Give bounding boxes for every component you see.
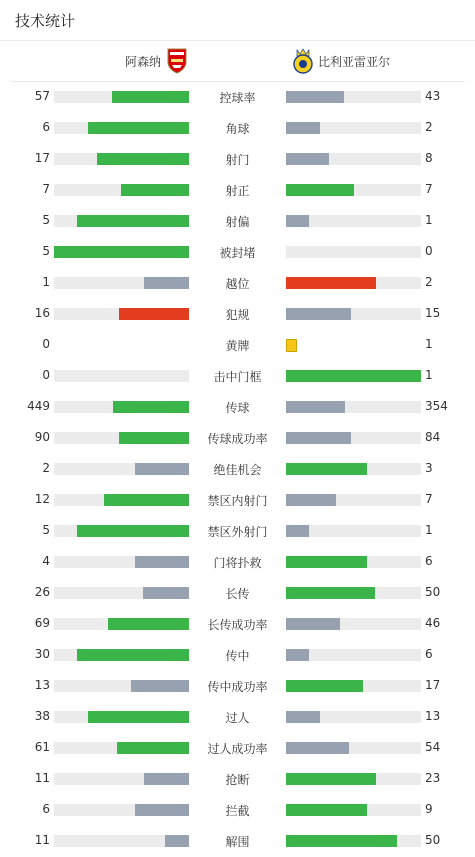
- home-bar-track: [54, 184, 189, 196]
- stat-row: [0, 577, 475, 608]
- home-value: 6: [42, 120, 50, 134]
- stat-row: [0, 112, 475, 143]
- stat-row: [0, 670, 475, 701]
- home-bar-fill: [144, 773, 189, 785]
- home-bar-track: [54, 649, 189, 661]
- home-bar-track: [54, 835, 189, 847]
- stat-row: [0, 794, 475, 825]
- home-bar-track: [54, 711, 189, 723]
- away-bar-fill: [286, 432, 351, 444]
- stat-row: [0, 639, 475, 670]
- away-value: 0: [425, 244, 433, 258]
- stat-label: 传球成功率: [207, 432, 268, 446]
- home-value: 90: [34, 430, 50, 444]
- home-value: 11: [34, 833, 50, 847]
- home-bar-track: [54, 339, 189, 351]
- stat-label: 犯规: [225, 308, 250, 322]
- away-value: 46: [425, 616, 441, 630]
- stat-label: 过人成功率: [207, 742, 268, 756]
- away-bar-fill: [286, 711, 320, 723]
- home-bar-track: [54, 246, 189, 258]
- home-bar-track: [54, 525, 189, 537]
- home-value: 4: [42, 554, 50, 568]
- home-bar-track: [54, 215, 189, 227]
- away-bar-fill: [286, 308, 351, 320]
- home-value: 69: [34, 616, 50, 630]
- away-bar-fill: [286, 587, 375, 599]
- away-bar-track: [286, 680, 421, 692]
- stat-label: 射正: [225, 184, 250, 198]
- away-value: 15: [425, 306, 441, 320]
- away-value: 1: [425, 213, 433, 227]
- stat-label: 绝佳机会: [213, 463, 262, 477]
- away-bar-track: [286, 308, 421, 320]
- away-bar-track: [286, 618, 421, 630]
- away-bar-fill: [286, 742, 349, 754]
- home-bar-track: [54, 370, 189, 382]
- home-bar-fill: [135, 556, 189, 568]
- stat-label: 过人: [225, 711, 250, 725]
- away-value: 6: [425, 647, 433, 661]
- home-bar-fill: [113, 401, 189, 413]
- stat-row: [0, 515, 475, 546]
- home-bar-fill: [121, 184, 189, 196]
- away-bar-track: [286, 91, 421, 103]
- home-bar-fill: [135, 463, 189, 475]
- home-bar-track: [54, 804, 189, 816]
- villarreal-crest-icon: [292, 48, 314, 74]
- home-bar-fill: [131, 680, 189, 692]
- home-bar-fill: [165, 835, 189, 847]
- away-value: 23: [425, 771, 441, 785]
- away-bar-track: [286, 370, 421, 382]
- stat-row: [0, 825, 475, 856]
- away-value: 354: [425, 399, 448, 413]
- stat-row: [0, 81, 475, 112]
- away-bar-track: [286, 184, 421, 196]
- away-bar-track: [286, 153, 421, 165]
- page-title: 技术统计: [15, 12, 76, 30]
- away-bar-fill: [286, 184, 354, 196]
- away-bar-fill: [286, 494, 336, 506]
- stat-row: [0, 546, 475, 577]
- home-bar-fill: [77, 649, 189, 661]
- home-value: 26: [34, 585, 50, 599]
- away-bar-fill: [286, 122, 320, 134]
- stat-row: [0, 391, 475, 422]
- away-bar-fill: [286, 401, 345, 413]
- home-value: 0: [42, 337, 50, 351]
- home-bar-track: [54, 153, 189, 165]
- away-bar-track: [286, 711, 421, 723]
- stat-label: 射门: [225, 153, 250, 167]
- home-bar-track: [54, 91, 189, 103]
- home-value: 7: [42, 182, 50, 196]
- stat-label: 射偏: [225, 215, 250, 229]
- home-bar-fill: [119, 432, 189, 444]
- stat-row: [0, 205, 475, 236]
- stat-row: [0, 453, 475, 484]
- away-value: 7: [425, 182, 433, 196]
- home-bar-track: [54, 742, 189, 754]
- away-value: 50: [425, 585, 441, 599]
- home-bar-track: [54, 463, 189, 475]
- away-bar-fill: [286, 370, 421, 382]
- away-bar-fill: [286, 556, 367, 568]
- home-bar-fill: [104, 494, 189, 506]
- home-bar-fill: [54, 246, 189, 258]
- stat-label: 门将扑救: [213, 556, 262, 570]
- home-bar-track: [54, 432, 189, 444]
- away-bar-track: [286, 246, 421, 258]
- home-bar-track: [54, 277, 189, 289]
- away-value: 84: [425, 430, 441, 444]
- away-value: 43: [425, 89, 441, 103]
- away-bar-track: [286, 649, 421, 661]
- stat-label: 被封堵: [219, 246, 256, 260]
- stat-label: 禁区外射门: [207, 525, 268, 539]
- away-value: 9: [425, 802, 433, 816]
- home-value: 30: [34, 647, 50, 661]
- home-bar-track: [54, 587, 189, 599]
- away-bar-fill: [286, 773, 376, 785]
- away-bar-fill: [286, 463, 367, 475]
- home-value: 61: [34, 740, 50, 754]
- stat-row: [0, 360, 475, 391]
- away-value: 7: [425, 492, 433, 506]
- stat-label: 控球率: [219, 91, 256, 105]
- home-bar-track: [54, 680, 189, 692]
- stat-label: 击中门框: [213, 370, 262, 384]
- away-bar-track: [286, 556, 421, 568]
- stat-label: 传球: [225, 401, 250, 415]
- away-bar-track: [286, 525, 421, 537]
- home-bar-fill: [77, 215, 189, 227]
- home-value: 17: [34, 151, 50, 165]
- away-value: 13: [425, 709, 441, 723]
- away-bar-track: [286, 277, 421, 289]
- home-bar-fill: [77, 525, 189, 537]
- away-bar-track: [286, 401, 421, 413]
- home-bar-fill: [88, 711, 189, 723]
- stat-label: 长传成功率: [207, 618, 268, 632]
- home-bar-fill: [108, 618, 189, 630]
- away-bar-fill: [286, 618, 340, 630]
- stat-label: 黄牌: [225, 339, 250, 353]
- stat-label: 拦截: [225, 804, 250, 818]
- away-value: 2: [425, 120, 433, 134]
- away-bar-fill: [286, 277, 376, 289]
- away-bar-fill: [286, 215, 309, 227]
- teams-bar: [10, 41, 465, 82]
- away-team[interactable]: [292, 41, 390, 81]
- away-bar-track: [286, 122, 421, 134]
- home-bar-track: [54, 556, 189, 568]
- home-bar-track: [54, 773, 189, 785]
- away-bar-track: [286, 215, 421, 227]
- away-bar-track: [286, 494, 421, 506]
- home-bar-track: [54, 401, 189, 413]
- yellow-card-icon: [286, 339, 297, 352]
- away-bar-fill: [286, 835, 397, 847]
- away-value: 17: [425, 678, 441, 692]
- home-value: 13: [34, 678, 50, 692]
- stat-label: 传中成功率: [207, 680, 268, 694]
- home-value: 6: [42, 802, 50, 816]
- stat-row: [0, 422, 475, 453]
- away-value: 1: [425, 368, 433, 382]
- stat-label: 越位: [225, 277, 250, 291]
- arsenal-crest-icon: [166, 48, 188, 74]
- home-bar-fill: [88, 122, 189, 134]
- header: [0, 0, 475, 41]
- away-bar-track: [286, 587, 421, 599]
- away-bar-fill: [286, 649, 309, 661]
- home-value: 0: [42, 368, 50, 382]
- home-team[interactable]: [125, 41, 188, 81]
- home-value: 12: [34, 492, 50, 506]
- away-bar-track: [286, 339, 421, 351]
- away-value: 50: [425, 833, 441, 847]
- away-value: 1: [425, 523, 433, 537]
- home-value: 5: [42, 523, 50, 537]
- stat-row: [0, 763, 475, 794]
- home-value: 1: [42, 275, 50, 289]
- away-bar-fill: [286, 153, 329, 165]
- away-bar-track: [286, 742, 421, 754]
- stat-label: 传中: [225, 649, 250, 663]
- home-value: 57: [34, 89, 50, 103]
- home-bar-fill: [97, 153, 189, 165]
- home-bar-fill: [119, 308, 189, 320]
- stat-row: [0, 732, 475, 763]
- away-bar-track: [286, 773, 421, 785]
- home-bar-fill: [117, 742, 189, 754]
- home-value: 16: [34, 306, 50, 320]
- home-value: 5: [42, 213, 50, 227]
- stat-row: [0, 143, 475, 174]
- stat-label: 解围: [225, 835, 250, 849]
- stat-row: [0, 608, 475, 639]
- stat-row: [0, 298, 475, 329]
- home-value: 11: [34, 771, 50, 785]
- away-value: 6: [425, 554, 433, 568]
- away-value: 8: [425, 151, 433, 165]
- home-bar-track: [54, 618, 189, 630]
- stat-label: 禁区内射门: [207, 494, 268, 508]
- away-bar-fill: [286, 525, 309, 537]
- home-value: 38: [34, 709, 50, 723]
- away-team-name: 比利亚雷亚尔: [318, 54, 391, 69]
- home-bar-track: [54, 308, 189, 320]
- stat-row: [0, 236, 475, 267]
- stat-row: [0, 329, 475, 360]
- away-bar-track: [286, 835, 421, 847]
- away-value: 3: [425, 461, 433, 475]
- stat-row: [0, 174, 475, 205]
- home-bar-fill: [112, 91, 189, 103]
- home-value: 449: [27, 399, 50, 413]
- away-bar-track: [286, 432, 421, 444]
- stat-label: 角球: [225, 122, 250, 136]
- home-bar-fill: [144, 277, 189, 289]
- home-value: 5: [42, 244, 50, 258]
- home-value: 2: [42, 461, 50, 475]
- home-bar-fill: [143, 587, 189, 599]
- away-bar-track: [286, 804, 421, 816]
- home-bar-track: [54, 122, 189, 134]
- stat-row: [0, 267, 475, 298]
- away-bar-fill: [286, 680, 363, 692]
- away-bar-fill: [286, 91, 344, 103]
- home-bar-track: [54, 494, 189, 506]
- away-bar-track: [286, 463, 421, 475]
- stat-label: 抢断: [225, 773, 250, 787]
- away-bar-fill: [286, 804, 367, 816]
- away-value: 1: [425, 337, 433, 351]
- stat-row: [0, 701, 475, 732]
- stat-row: [0, 484, 475, 515]
- home-bar-fill: [135, 804, 189, 816]
- away-value: 2: [425, 275, 433, 289]
- home-team-name: 阿森纳: [125, 54, 162, 69]
- stat-label: 长传: [225, 587, 250, 601]
- away-value: 54: [425, 740, 441, 754]
